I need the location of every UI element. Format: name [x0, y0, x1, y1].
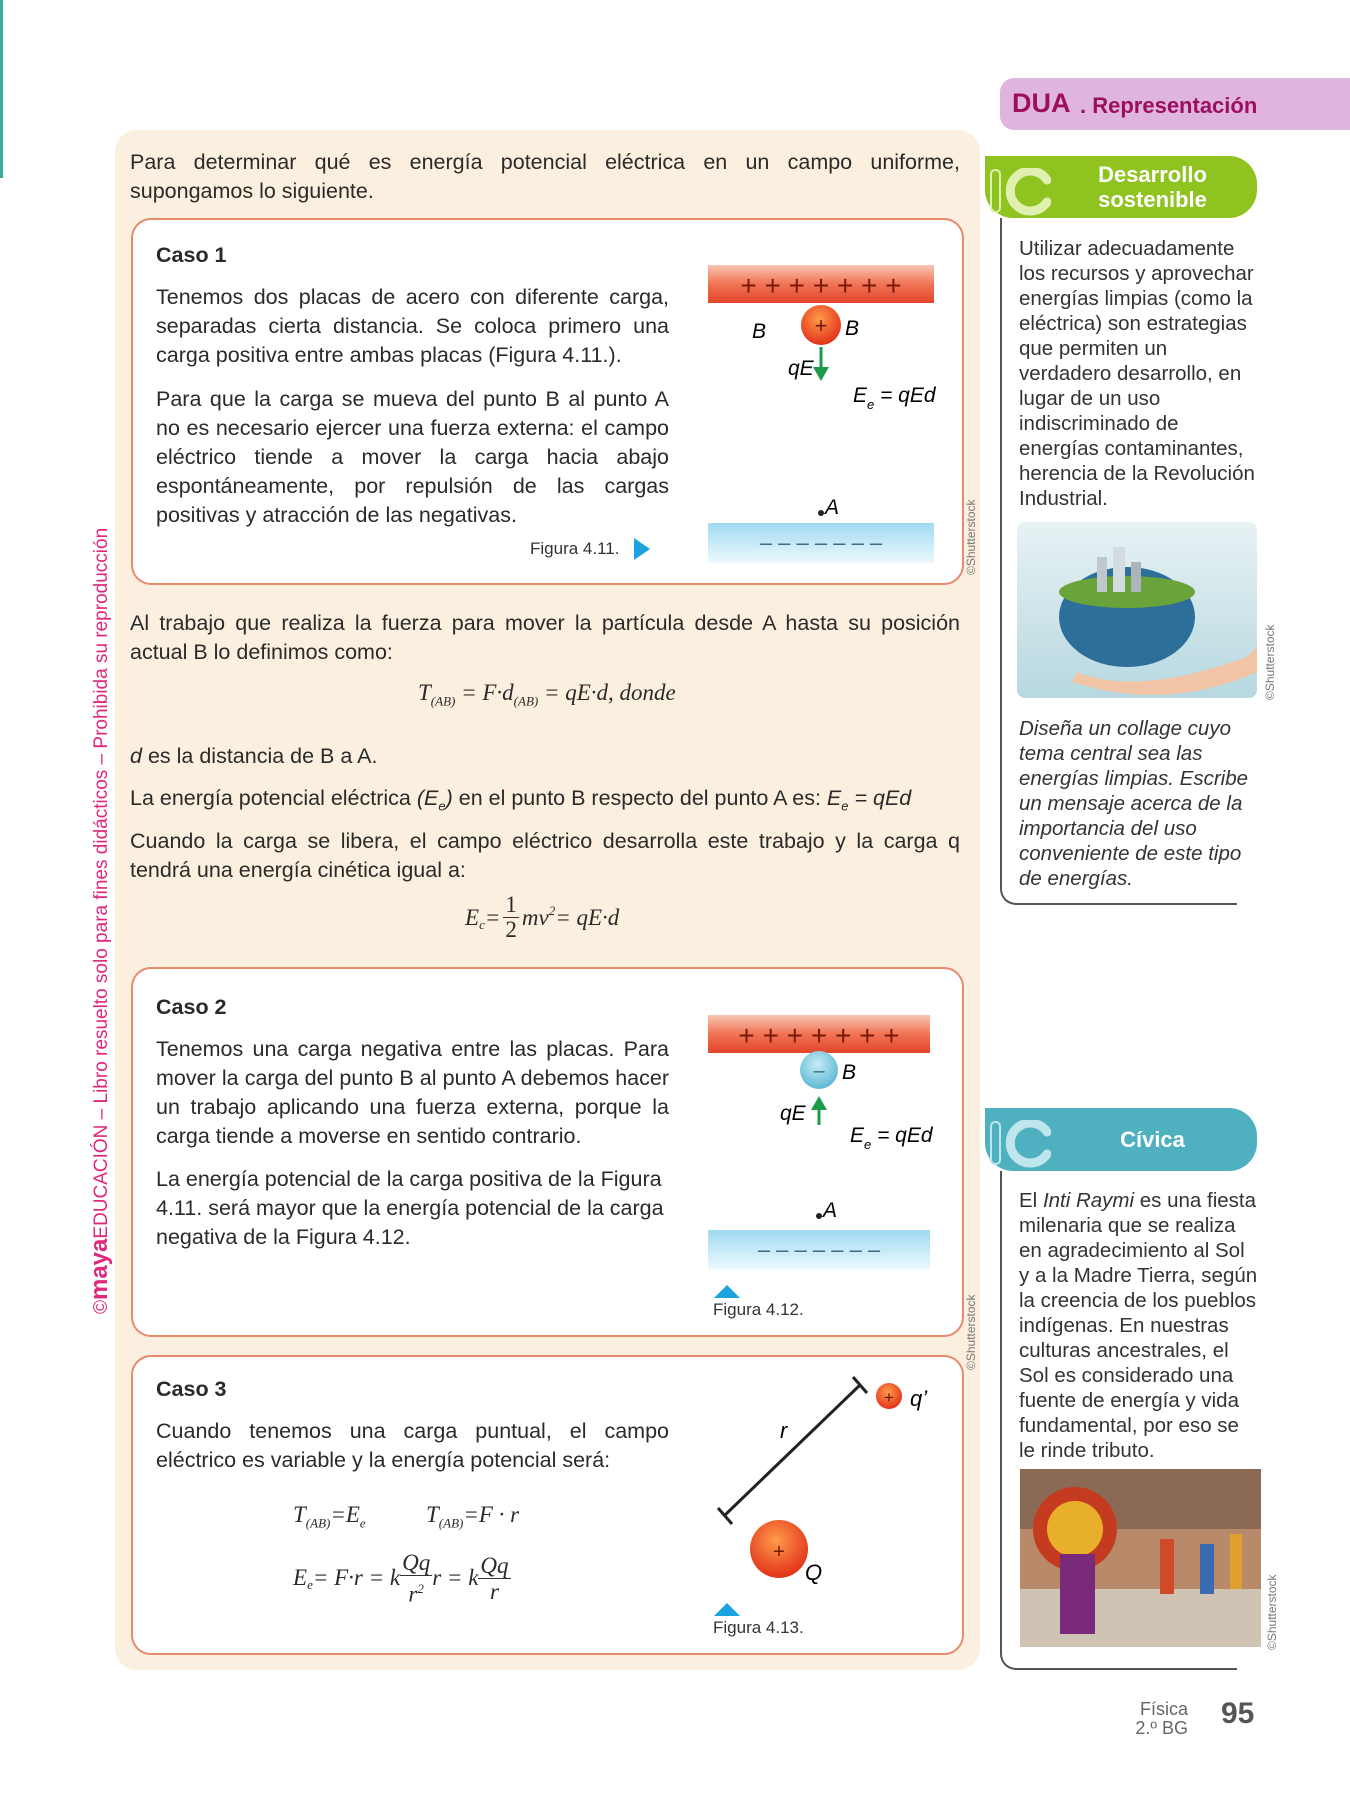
ic-logo-icon [989, 1120, 1051, 1168]
distance-line [725, 1385, 860, 1515]
intro-text: Para determinar qué es energía potencial eléctrica en un campo uniforme, supongamos lo siguiente. [130, 150, 960, 203]
credit-shutterstock: ©Shutterstock [1263, 624, 1277, 700]
kinetic-energy-formula: E $_c$ = $\frac{1}{2}$ mv $^2$ = qE·d [465, 892, 620, 942]
sidebar1-title: Desarrollo sostenible [1098, 162, 1207, 212]
caso3-formula-2: E $_e$ = F·r = k Qq $r^2$ r = k Qq r [293, 1550, 509, 1607]
label-a: A [825, 496, 840, 519]
svg-text:– – – – – – –: – – – – – – – [759, 530, 883, 555]
svg-text:+ + + + + + +: + + + + + + + [738, 1020, 900, 1051]
figure-4-13-caption: Figura 4.13. [713, 1618, 804, 1637]
sidebar1-text: Utilizar adecuadamente los recursos y aprovechar energías limpias (como la eléctrica) son estrategias que permiten un verdadero desarrollo, en lugar de un uso indiscriminado de energías contaminantes, herencia de la Revolución Industrial. [1019, 237, 1255, 510]
footer-subject [1130, 1700, 1188, 1738]
svg-text:+: + [773, 1541, 785, 1563]
maya-logo: maya [86, 1238, 113, 1300]
credit-shutterstock: ©Shutterstock [964, 1294, 978, 1370]
dua-banner [1000, 78, 1350, 130]
copyright-watermark: ©mayaEDUCACIÓN – Libro resuelto solo para fines didácticos – Prohibida su reproducción [86, 527, 113, 1314]
distance-text: d es la distancia de B a A. [130, 744, 378, 768]
plus-signs: + + + + + + + [740, 270, 902, 301]
caso2-title: Caso 2 [156, 995, 227, 1019]
label-b: B [845, 317, 860, 340]
label-big-q: Q [805, 1560, 823, 1585]
caption-arrow-icon [713, 1601, 741, 1617]
dua-label: DUA [1012, 88, 1071, 118]
subject-label: Física [1139, 1699, 1188, 1719]
sidebar2-header [985, 1108, 1257, 1171]
label-ee: $E_e$ = qEd [853, 384, 936, 412]
label-r: r [780, 1418, 788, 1443]
work-definition-text: Al trabajo que realiza la fuerza para mover la partícula desde A hasta su posición actual B lo definimos como: [130, 611, 960, 664]
credit-shutterstock: ©Shutterstock [964, 499, 978, 575]
figure-4-13 [700, 1360, 960, 1610]
figure-4-12-caption: Figura 4.12. [713, 1300, 804, 1319]
grade-label: 2.º BG [1135, 1718, 1188, 1738]
caso1-title: Caso 1 [156, 243, 227, 267]
svg-text:+: + [814, 313, 828, 338]
work-formula: $T_{(AB)} = F\cdot d_{(AB)} = qE\cdot d$, donde [418, 680, 676, 709]
kinetic-energy-text: Cuando la carga se libera, el campo eléctrico desarrolla este trabajo y la carga q tendrá una energía cinética igual a: [130, 829, 960, 882]
caption-arrow-icon [632, 536, 652, 562]
label-b-left: B [752, 320, 767, 343]
caso2-paragraph-2: La energía potencial de la carga positiva de la Figura 4.11. será mayor que la energía potencial de la carga negativa de la Figura 4.12. [156, 1167, 664, 1249]
svg-text:– – – – – – –: – – – – – – – [757, 1237, 881, 1262]
caso1-paragraph-1: Tenemos dos placas de acero con diferente carga, separadas cierta distancia. Se coloca primero una carga positiva entre ambas placas (Figura 4.11.). [156, 285, 669, 367]
potential-energy-text: La energía potencial eléctrica $(E_e)$ en el punto B respecto del punto A es: $E_e$ = qEd [130, 786, 912, 814]
inti-raymi-festival-image [1020, 1469, 1261, 1647]
caso1-paragraph-2: Para que la carga se mueva del punto B al punto A no es necesario ejercer una fuerza externa: el campo eléctrico tiende a mover la carga hacia abajo espontáneamente, por repulsión de las cargas positivas y atracción de las negativas. [156, 387, 669, 527]
ic-logo-icon [989, 168, 1051, 216]
earth-in-hand-image [1017, 522, 1257, 698]
figure-4-11 [700, 255, 960, 575]
sidebar1-task: Diseña un collage cuyo tema central sea las energías limpias. Escribe un mensaje acerca de la importancia del uso conveniente de este tipo de energías. [1019, 717, 1249, 890]
sidebar2-text: El Inti Raymi es una fiesta milenaria que se realiza en agradecimiento al Sol y a la Madre Tierra, según la creencia de los pueblos indígenas. En nuestras culturas ancestrales, el Sol es considerado una fuente de energía y vida fundamental, por eso se le rinde tributo. [1019, 1189, 1258, 1462]
svg-text:–: – [813, 1060, 825, 1082]
figure-4-12 [700, 1000, 960, 1290]
label-b: B [842, 1061, 857, 1084]
caso3-formula-1a: $T_{(AB)}=E_e$ [293, 1502, 366, 1531]
page-edge-line [0, 0, 3, 178]
page-number: 95 [1221, 1697, 1255, 1730]
caso2-paragraph-1: Tenemos una carga negativa entre las placas. Para mover la carga del punto B al punto A debemos hacer un trabajo aplicando una fuerza externa, porque la carga tiende a moverse en sentido contrario. [156, 1037, 669, 1148]
sidebar2-title: Cívica [1120, 1127, 1185, 1152]
label-q-prime: q’ [910, 1386, 928, 1411]
label-a: A [823, 1199, 838, 1222]
credit-shutterstock: ©Shutterstock [1265, 1574, 1279, 1650]
dua-subtitle: . Representación [1080, 93, 1258, 118]
caso3-title: Caso 3 [156, 1377, 227, 1401]
svg-text:+: + [884, 1388, 894, 1407]
label-ee: $E_e$ = qEd [850, 1124, 933, 1152]
label-qe: qE [788, 357, 814, 380]
label-qe: qE [780, 1102, 806, 1125]
caption-arrow-icon [713, 1283, 741, 1299]
caso3-paragraph: Cuando tenemos una carga puntual, el campo eléctrico es variable y la energía potencial será: [156, 1419, 669, 1472]
caso3-formula-1b: $T_{(AB)}=F \cdot r$ [426, 1502, 520, 1531]
figure-4-11-caption: Figura 4.11. [530, 539, 620, 558]
sidebar1-header [985, 156, 1257, 218]
